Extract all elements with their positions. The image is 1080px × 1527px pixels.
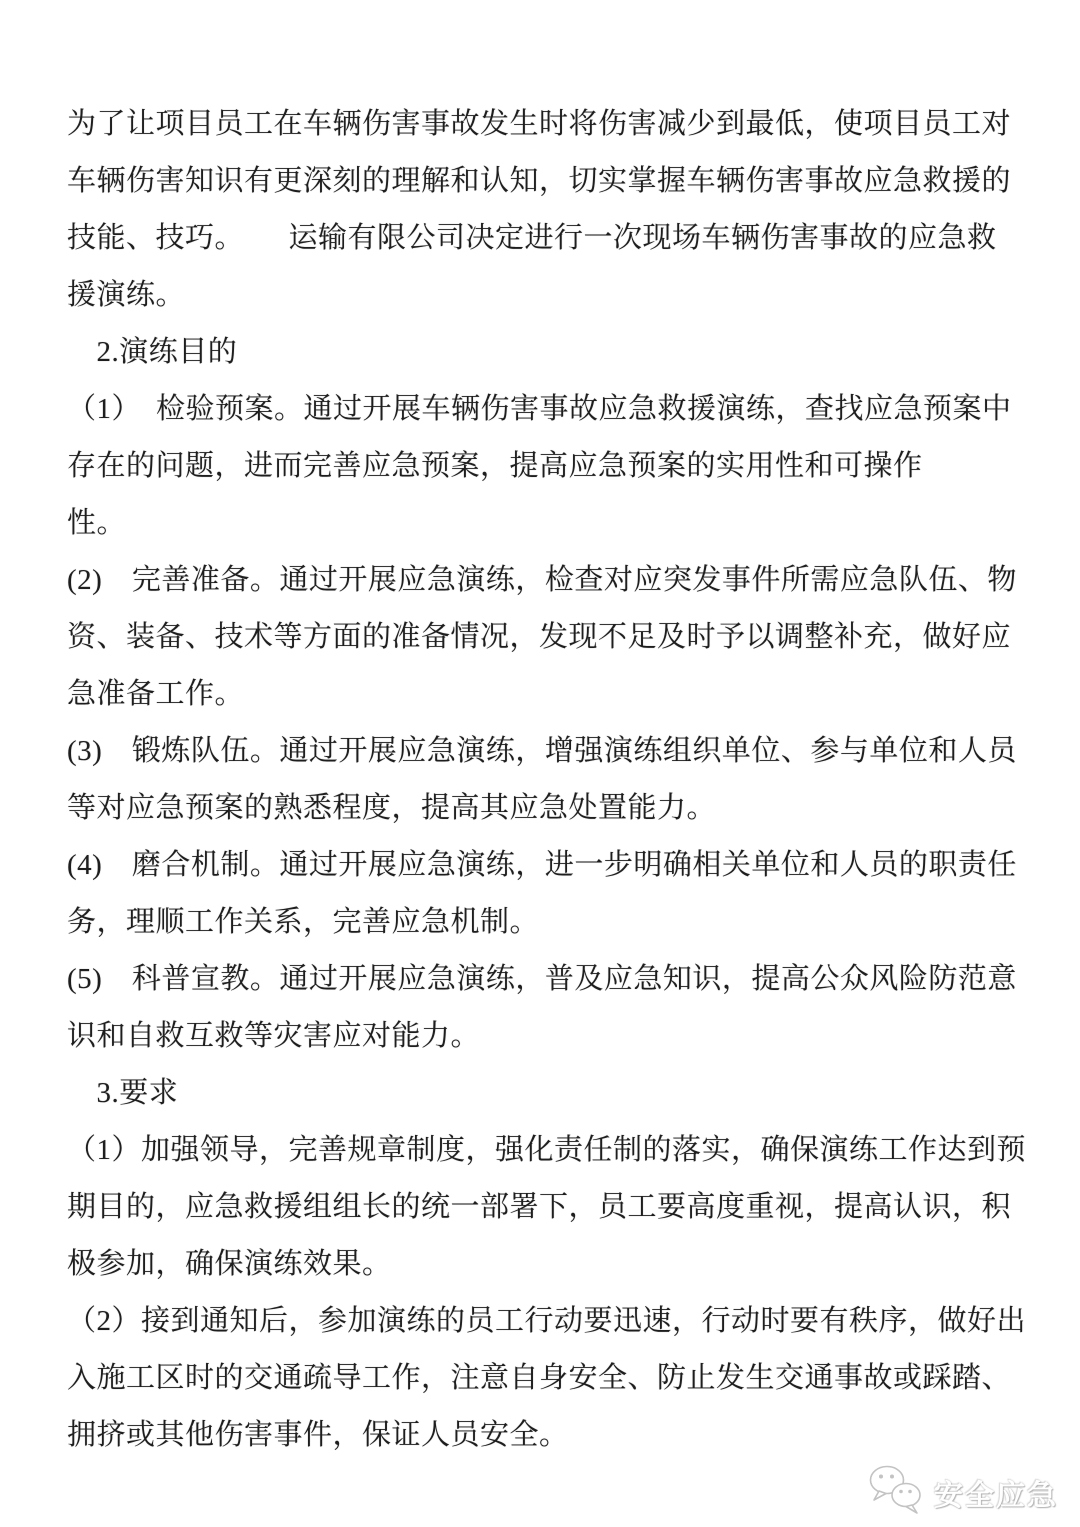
text-line: 务，理顺工作关系，完善应急机制。 [67,906,540,938]
text-line: （1） 检验预案。通过开展车辆伤害事故应急救援演练，查找应急预案中 [67,393,1012,425]
text-line: 拥挤或其他伤害事件，保证人员安全。 [67,1419,569,1451]
text-line: 急准备工作。 [67,678,245,710]
text-line: (5) 科普宣教。通过开展应急演练，普及应急知识，提高公众风险防范意 [67,963,1017,995]
text-line: (4) 磨合机制。通过开展应急演练，进一步明确相关单位和人员的职责任 [67,849,1017,881]
watermark [866,1467,1058,1519]
text-line: （1）加强领导，完善规章制度，强化责任制的落实，确保演练工作达到预 [67,1134,1027,1166]
text-line: (2) 完善准备。通过开展应急演练，检查对应突发事件所需应急队伍、物 [67,564,1017,596]
text-line: 车辆伤害知识有更深刻的理解和认知，切实掌握车辆伤害事故应急救援的 [67,165,1012,197]
section-heading: 3.要求 [67,1077,179,1109]
wechat-icon [866,1465,928,1517]
text-line: 入施工区时的交通疏导工作，注意自身安全、防止发生交通事故或踩踏、 [67,1362,1012,1394]
section-heading: 2.演练目的 [67,336,238,368]
text-line: 识和自救互救等灾害应对能力。 [67,1020,481,1052]
text-line: 存在的问题，进而完善应急预案，提高应急预案的实用性和可操作 [67,450,923,482]
text-line: 技能、技巧。 运输有限公司决定进行一次现场车辆伤害事故的应急救 [67,222,997,254]
text-line: 资、装备、技术等方面的准备情况，发现不足及时予以调整补充，做好应 [67,621,1012,653]
text-line: 期目的，应急救援组组长的统一部署下，员工要高度重视，提高认识，积 [67,1191,1012,1223]
text-line: (3) 锻炼队伍。通过开展应急演练，增强演练组织单位、参与单位和人员 [67,735,1017,767]
text-line: （2）接到通知后，参加演练的员工行动要迅速，行动时要有秩序，做好出 [67,1305,1027,1337]
text-line: 援演练。 [67,279,186,311]
text-line: 等对应急预案的熟悉程度，提高其应急处置能力。 [67,792,717,824]
text-line: 性。 [67,507,127,539]
text-line: 极参加，确保演练效果。 [67,1248,392,1280]
watermark-label: 安全应急 [933,1479,1058,1512]
text-line: 为了让项目员工在车辆伤害事故发生时将伤害减少到最低，使项目员工对 [67,108,1012,140]
document-body [67,96,1027,1464]
